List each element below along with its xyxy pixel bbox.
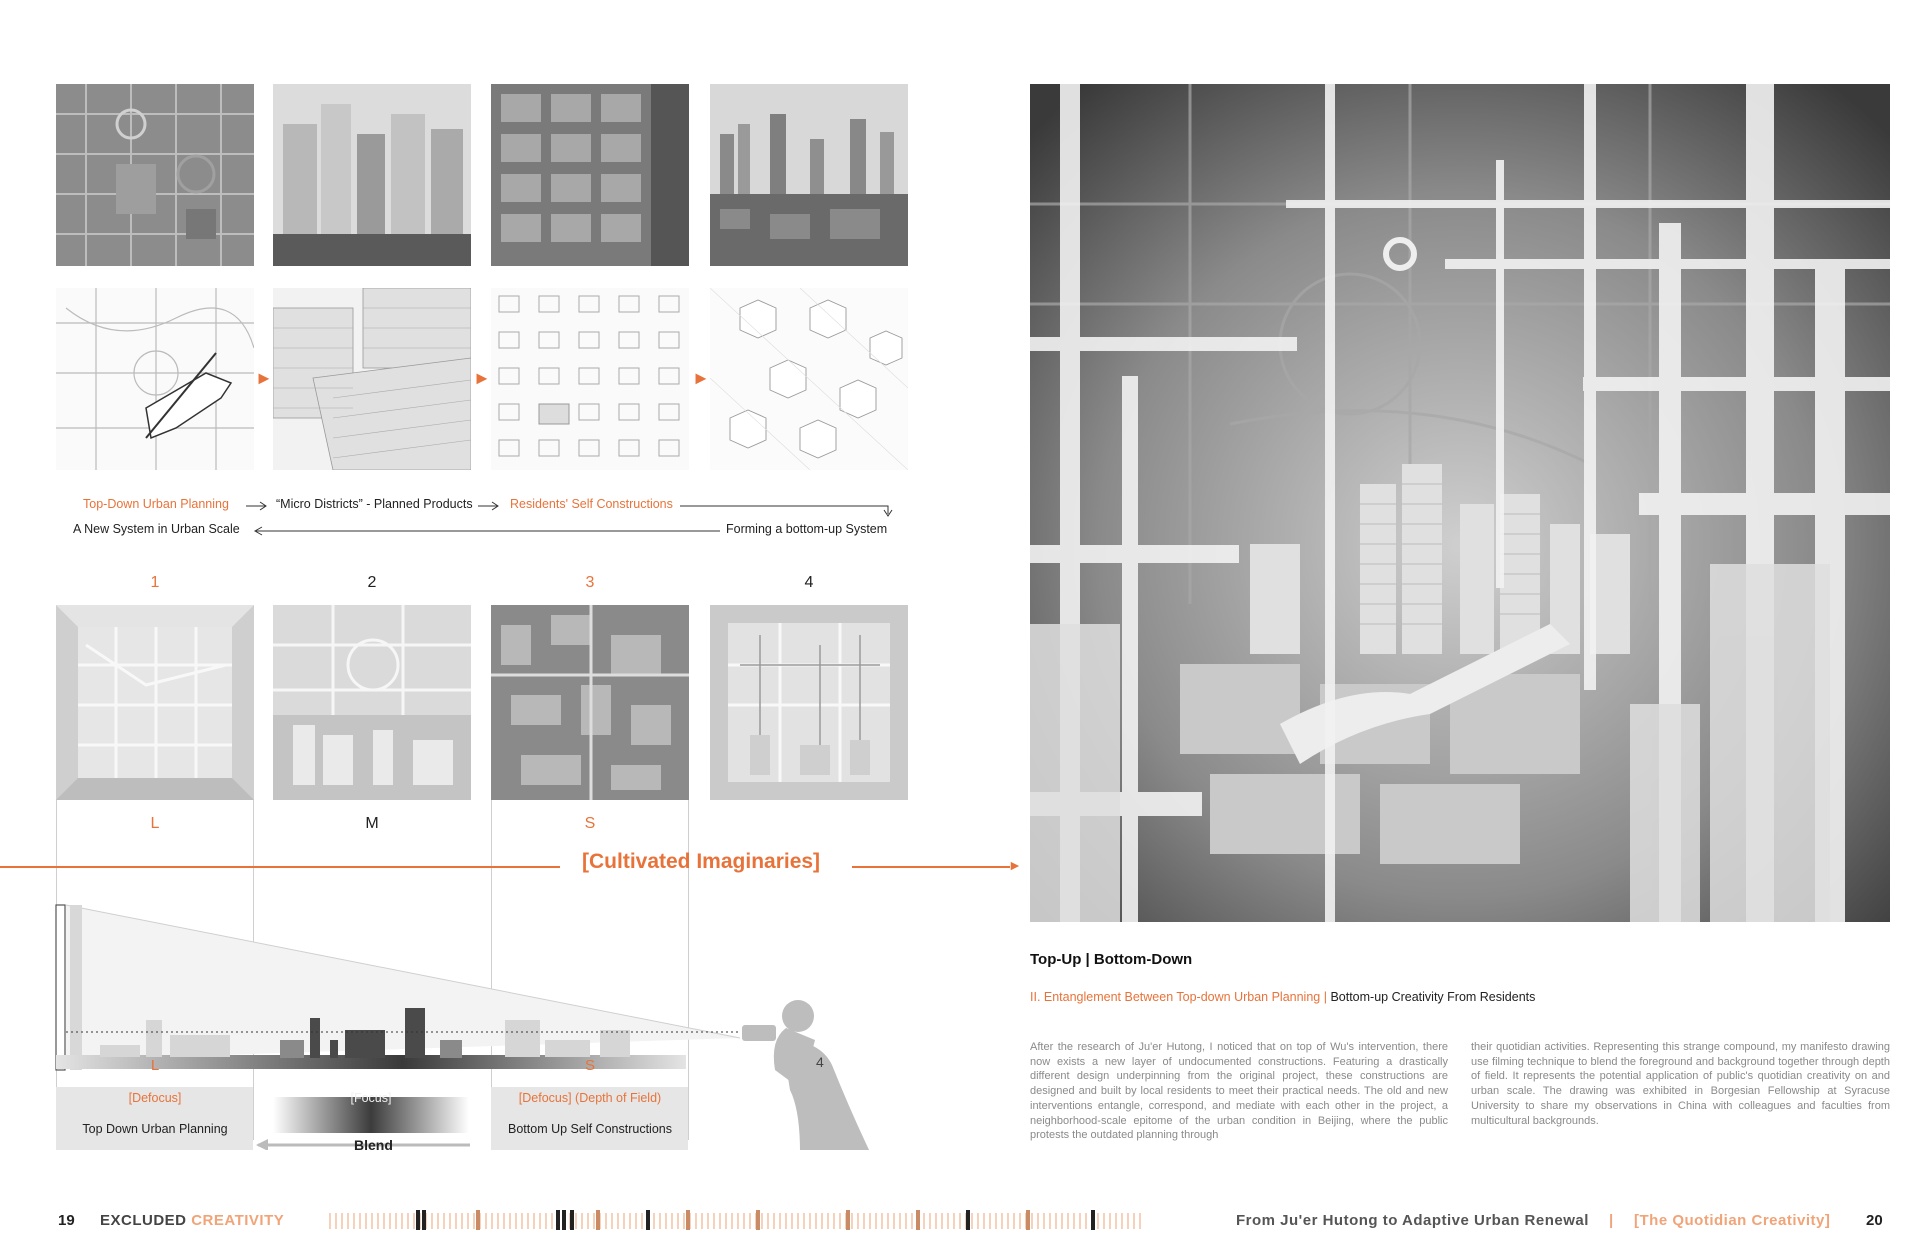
footer-chapter-tag: [The Quotidian Creativity] <box>1634 1212 1831 1229</box>
model-number-2: 2 <box>367 574 377 591</box>
brand-creativity: CREATIVITY <box>191 1212 285 1229</box>
label-focus: [Focus] <box>350 1091 392 1105</box>
model-box-medium <box>273 605 471 800</box>
footer-chapter-title: From Ju'er Hutong to Adaptive Urban Renewal <box>1236 1212 1589 1229</box>
footer-figure-timeline <box>326 1205 1216 1235</box>
flow-arrows <box>0 0 960 560</box>
model-number-4: 4 <box>804 574 814 591</box>
flow-return-right: Forming a bottom-up System <box>726 522 888 536</box>
flow-step-self-constructions: Residents' Self Constructions <box>510 497 673 511</box>
headline-cultivated-imaginaries: [Cultivated Imaginaries] <box>582 850 821 873</box>
model-box-large <box>56 605 254 800</box>
arrow-right-icon: ► <box>255 368 273 388</box>
label-blend: Blend <box>354 1137 393 1153</box>
model-box-small <box>491 605 689 800</box>
body-text-column-2: their quotidian activities. Representing this strange compound, my manifesto drawing use filming technique to blend the foreground and background together through depth of field. It represents the potential application of public's quotidian creativity on and urban scale. The drawing was exhibited in Borgesian Fellowship at Syracuse University to share my observations in China with colleagues and faculties from multicultural backgrounds. <box>1471 1041 1890 1127</box>
model-number-3: 3 <box>585 574 595 591</box>
diagram-marker-4: 4 <box>816 1054 824 1070</box>
model-box-combined <box>710 605 908 800</box>
label-top-down: Top Down Urban Planning <box>82 1122 228 1136</box>
section-title: Top-Up | Bottom-Down <box>1030 951 1193 968</box>
diagram-marker-L: L <box>150 1057 160 1074</box>
flow-return-left: A New System in Urban Scale <box>73 522 240 536</box>
section-subtitle <box>1030 990 1535 1004</box>
body-text-column-1: After the research of Ju'er Hutong, I noticed that on top of Wu's intervention, there now exists a new layer of undocumented constructions. Featuring a drastically different design underpinning from the original project, these constructions are designed and built by local residents to meet their practical needs. The old and new interventions entangle, correspond, and mediate with each other in the project, a neighborhood-scale epitome of the urban condition in Beijing, where the public protests the outdated planning through <box>1030 1041 1448 1142</box>
scale-letter-L: L <box>150 815 160 832</box>
manifesto-drawing-image <box>1030 84 1890 922</box>
arrow-right-icon: ► <box>1008 857 1022 873</box>
flow-step-micro-districts: “Micro Districts” - Planned Products <box>276 497 473 511</box>
depth-of-field-diagram <box>0 890 900 1150</box>
subtitle-orange: II. Entanglement Between Top-down Urban Planning | <box>1030 990 1327 1004</box>
page-number-left: 19 <box>58 1212 75 1229</box>
headline-line-right <box>852 866 1010 868</box>
arrow-right-icon: ► <box>473 368 491 388</box>
model-number-1: 1 <box>150 574 160 591</box>
label-bottom-up: Bottom Up Self Constructions <box>508 1122 672 1136</box>
label-defocus-dof: [Defocus] (Depth of Field) <box>518 1091 662 1105</box>
scale-letter-S: S <box>584 815 596 832</box>
subtitle-black: Bottom-up Creativity From Residents <box>1326 990 1536 1004</box>
flow-step-top-down: Top-Down Urban Planning <box>83 497 229 511</box>
footer-separator: | <box>1609 1212 1614 1229</box>
scale-letter-M: M <box>365 815 379 832</box>
label-defocus: [Defocus] <box>128 1091 182 1105</box>
arrow-right-icon: ► <box>692 368 710 388</box>
diagram-marker-S: S <box>584 1057 595 1074</box>
page-number-right: 20 <box>1866 1212 1883 1229</box>
brand-excluded: EXCLUDED <box>100 1212 187 1229</box>
footer-brand <box>100 1212 284 1229</box>
headline-line-left <box>0 866 560 868</box>
